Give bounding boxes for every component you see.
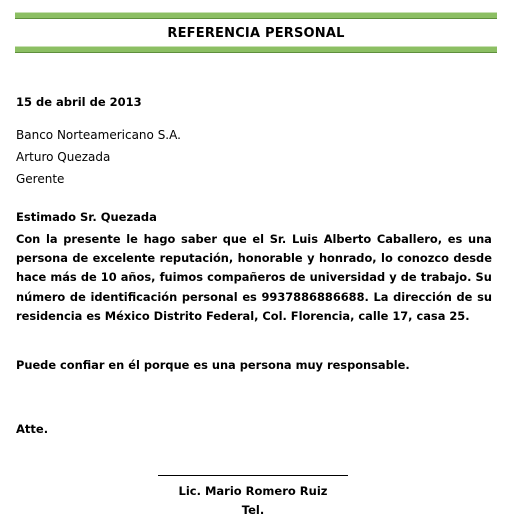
body-line-3: hace más de 10 años, fuimos compañeros de universidad y de trabajo. Su [16,270,492,285]
signer-name: Lic. Mario Romero Ruiz [178,484,328,498]
page-title: REFERENCIA PERSONAL [167,26,345,41]
header-bottom-rule [15,46,497,53]
recipient-block [16,124,181,190]
letter-body [16,230,492,326]
body-line-2: persona de excelente reputación, honorable y honrado, lo conozco desde [16,251,492,266]
sign-off: Atte. [16,422,49,436]
body-line-1: Con la presente le hago saber que el Sr. Luis Alberto Caballero, es una [16,232,492,246]
recipient-name: Arturo Quezada [16,150,111,164]
body-line-5: residencia es México Distrito Federal, Col. Florencia, calle 17, casa 25. [16,308,470,323]
letter-date: 15 de abril de 2013 [16,95,142,109]
body-line-4: número de identificación personal es 9937886886688. La dirección de su [16,289,492,304]
signature-line [158,475,348,476]
header-top-rule [15,12,497,19]
closing-paragraph: Puede confiar en él porque es una persona muy responsable. [16,358,410,372]
recipient-company: Banco Norteamericano S.A. [16,128,181,142]
signer-tel: Tel. [241,503,265,517]
salutation: Estimado Sr. Quezada [16,210,157,224]
recipient-position: Gerente [16,172,65,186]
